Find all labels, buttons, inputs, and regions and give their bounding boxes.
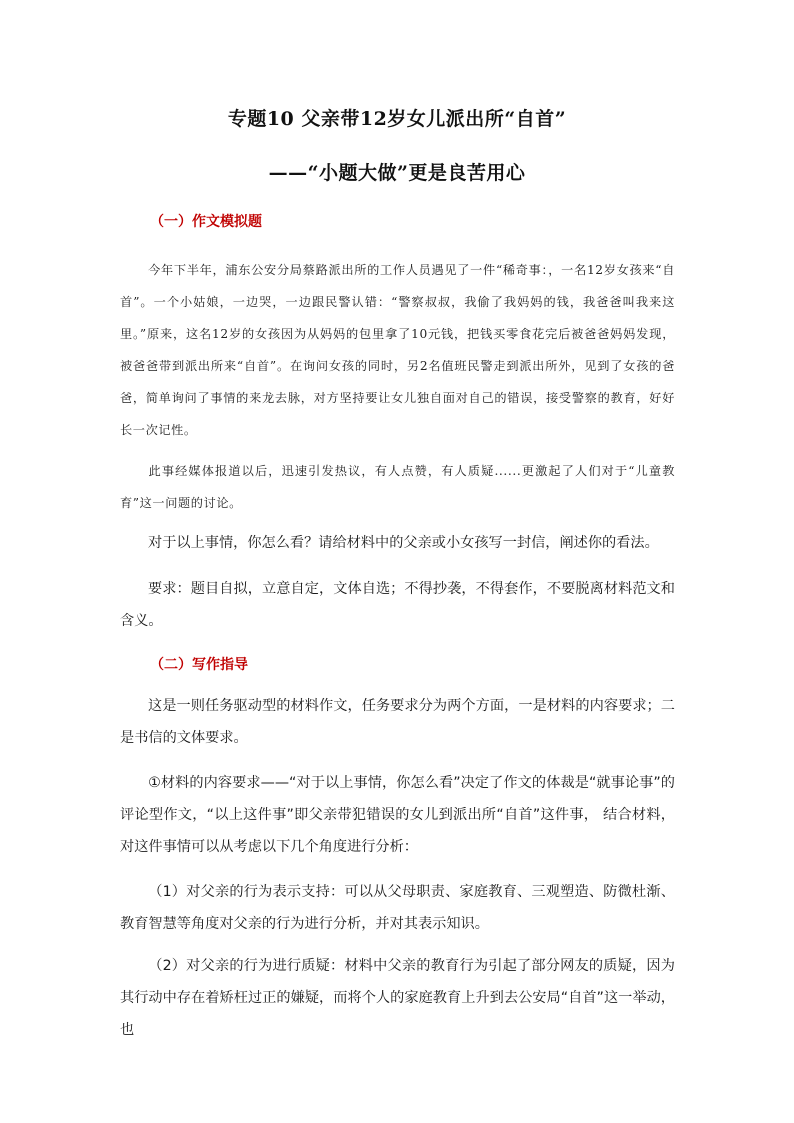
guide-paragraph-2	[120, 767, 675, 863]
guide-paragraph-4	[120, 950, 675, 1046]
guide-paragraph-1	[120, 690, 675, 754]
material-paragraph-2	[120, 455, 675, 519]
guide-paragraph-1-text: 这是一则任务驱动型的材料作文，任务要求分为两个方面，一是材料的内容要求；二是书信的文体要求。	[120, 698, 675, 746]
prompt-paragraph	[120, 527, 675, 559]
guide-paragraph-3	[120, 876, 675, 940]
guide-paragraph-3-text: （1）对父亲的行为表示支持：可以从父母职责、家庭教育、三观塑造、防微杜渐、教育智慧等角度对父亲的行为进行分析，并对其表示知识。	[120, 884, 675, 932]
guide-paragraph-2-text: ①材料的内容要求——“对于以上事情，你怎么看”决定了作文的体裁是“就事论事”的评论型作文，“以上这件事”即父亲带犯错误的女儿到派出所“自首”这件事， 结合材料，对这件事情可以从考虑以下几个角度进行分析：	[120, 775, 675, 855]
section-heading-writing-guide: （二）写作指导	[150, 657, 248, 673]
guide-paragraph-4-text: （2）对父亲的行为进行质疑：材料中父亲的教育行为引起了部分网友的质疑，因为其行动中存在着矫枉过正的嫌疑，而将个人的家庭教育上升到去公安局“自首”这一举动，也	[120, 958, 675, 1038]
document-subtitle: ——“小题大做”更是良苦用心	[268, 162, 526, 184]
prompt-paragraph-text: 对于以上事情，你怎么看？请给材料中的父亲或小女孩写一封信，阐述你的看法。	[148, 535, 659, 551]
document-title: 专题10 父亲带12岁女儿派出所“自首”	[227, 108, 567, 130]
section-heading-model-question: （一）作文模拟题	[150, 214, 262, 230]
material-paragraph-2-text: 此事经媒体报道以后，迅速引发热议，有人点赞，有人质疑......更激起了人们对于“儿童教育”这一问题的讨论。	[120, 464, 675, 510]
requirement-paragraph	[120, 573, 675, 637]
material-paragraph-1-text: 今年下半年，浦东公安分局蔡路派出所的工作人员遇见了一件“稀奇事：，一名12岁女孩来“自首”。一个小姑娘，一边哭，一边跟民警认错：“警察叔叔，我偷了我妈妈的钱，我爸爸叫我来这里。”原来，这名12岁的女孩因为从妈妈的包里拿了10元钱，把钱买零食花完后被爸爸妈妈发现，被爸爸带到派出所来“自首”。在询问女孩的同时，另2名值班民警走到派出所外，见到了女孩的爸爸，简单询问了事情的来龙去脉，对方坚持要让女儿独自面对自己的错误，接受警察的教育，好好长一次记性。	[120, 263, 675, 437]
material-paragraph-1	[120, 254, 675, 446]
requirement-paragraph-text: 要求：题目自拟，立意自定，文体自选；不得抄袭，不得套作，不要脱离材料范文和含义。	[120, 581, 675, 629]
